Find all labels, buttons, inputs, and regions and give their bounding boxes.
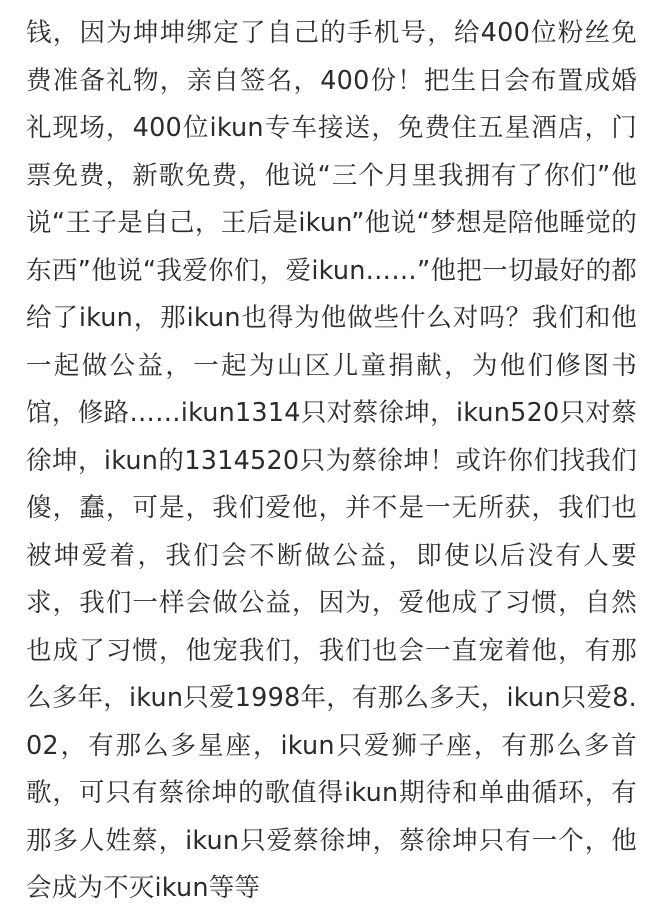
document-body-text: 钱，因为坤坤绑定了自己的手机号，给400位粉丝免费准备礼物，亲自签名，400份！把生日会布置成婚礼现场，400位ikun专车接送，免费住五星酒店，门票免费，新歌免费，他说“三个月里我拥有了你们”他说“王子是自己，王后是ikun”他说“梦想是陪他睡觉的东西”他说“我爱你们，爱ikun……”他把一切最好的都给了ikun，那ikun也得为他做些什么对吗？我们和他一起做公益，一起为山区儿童捐献，为他们修图书馆，修路……ikun1314只对蔡徐坤，ikun520只对蔡徐坤，ikun的1314520只为蔡徐坤！或许你们找我们傻，蠢，可是，我们爱他，并不是一无所获，我们也被坤爱着，我们会不断做公益，即使以后没有人要求，我们一样会做公益，因为，爱他成了习惯，自然也成了习惯，他宠我们，我们也会一直宠着他，有那么多年，ikun只爱1998年，有那么多天，ikun只爱8.02，有那么多星座，ikun只爱狮子座，有那么多首歌，可只有蔡徐坤的歌值得ikun期待和单曲循环，有那多人姓蔡，ikun只爱蔡徐坤，蔡徐坤只有一个，他会成为不灭ikun等等 bbox=[26, 18, 637, 903]
